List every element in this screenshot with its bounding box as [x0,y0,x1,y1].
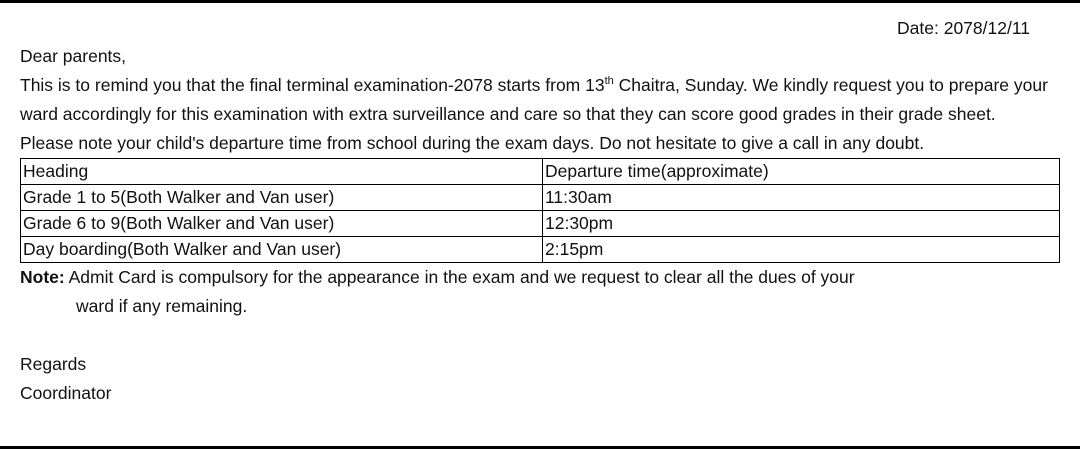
signature-coordinator: Coordinator [20,383,112,403]
letter-document [20,14,1060,408]
departure-note-paragraph: Please note your child's departure time from school during the exam days. Do not hesitate to give a call in any doubt. [20,133,925,153]
table-cell-heading: Grade 6 to 9(Both Walker and Van user) [21,211,543,237]
table-cell-time: 11:30am [543,185,1060,211]
table-header-heading: Heading [21,159,543,185]
table-cell-time: 2:15pm [543,237,1060,263]
note-paragraph [20,263,1060,292]
reminder-text-end: Chaitra, Sunday. We kindly request you to prepare your ward accordingly for this examination with extra surveillance and care so that they can score good grades in their grade sheet. [20,75,1048,124]
departure-table [20,158,1060,263]
table-cell-time: 12:30pm [543,211,1060,237]
reminder-text-start: This is to remind you that the final terminal examination-2078 starts from 13 [20,75,605,95]
note-label: Note: [20,267,65,287]
top-border-line [0,0,1080,3]
table-header-departure: Departure time(approximate) [543,159,1060,185]
table-row [21,211,1060,237]
note-text-line1: Admit Card is compulsory for the appearance in the exam and we request to clear all the dues of your [64,267,855,287]
salutation: Dear parents, [20,46,127,66]
blank-line [20,321,1060,350]
table-cell-heading: Day boarding(Both Walker and Van user) [21,237,543,263]
table-row [21,237,1060,263]
ordinal-suffix: th [604,75,614,88]
closing-regards: Regards [20,354,87,374]
note-text-line2: ward if any remaining. [76,296,248,316]
letter-date: Date: 2078/12/11 [897,18,1030,38]
table-cell-heading: Grade 1 to 5(Both Walker and Van user) [21,185,543,211]
table-row [21,185,1060,211]
reminder-paragraph [20,71,1060,129]
table-header-row [21,159,1060,185]
